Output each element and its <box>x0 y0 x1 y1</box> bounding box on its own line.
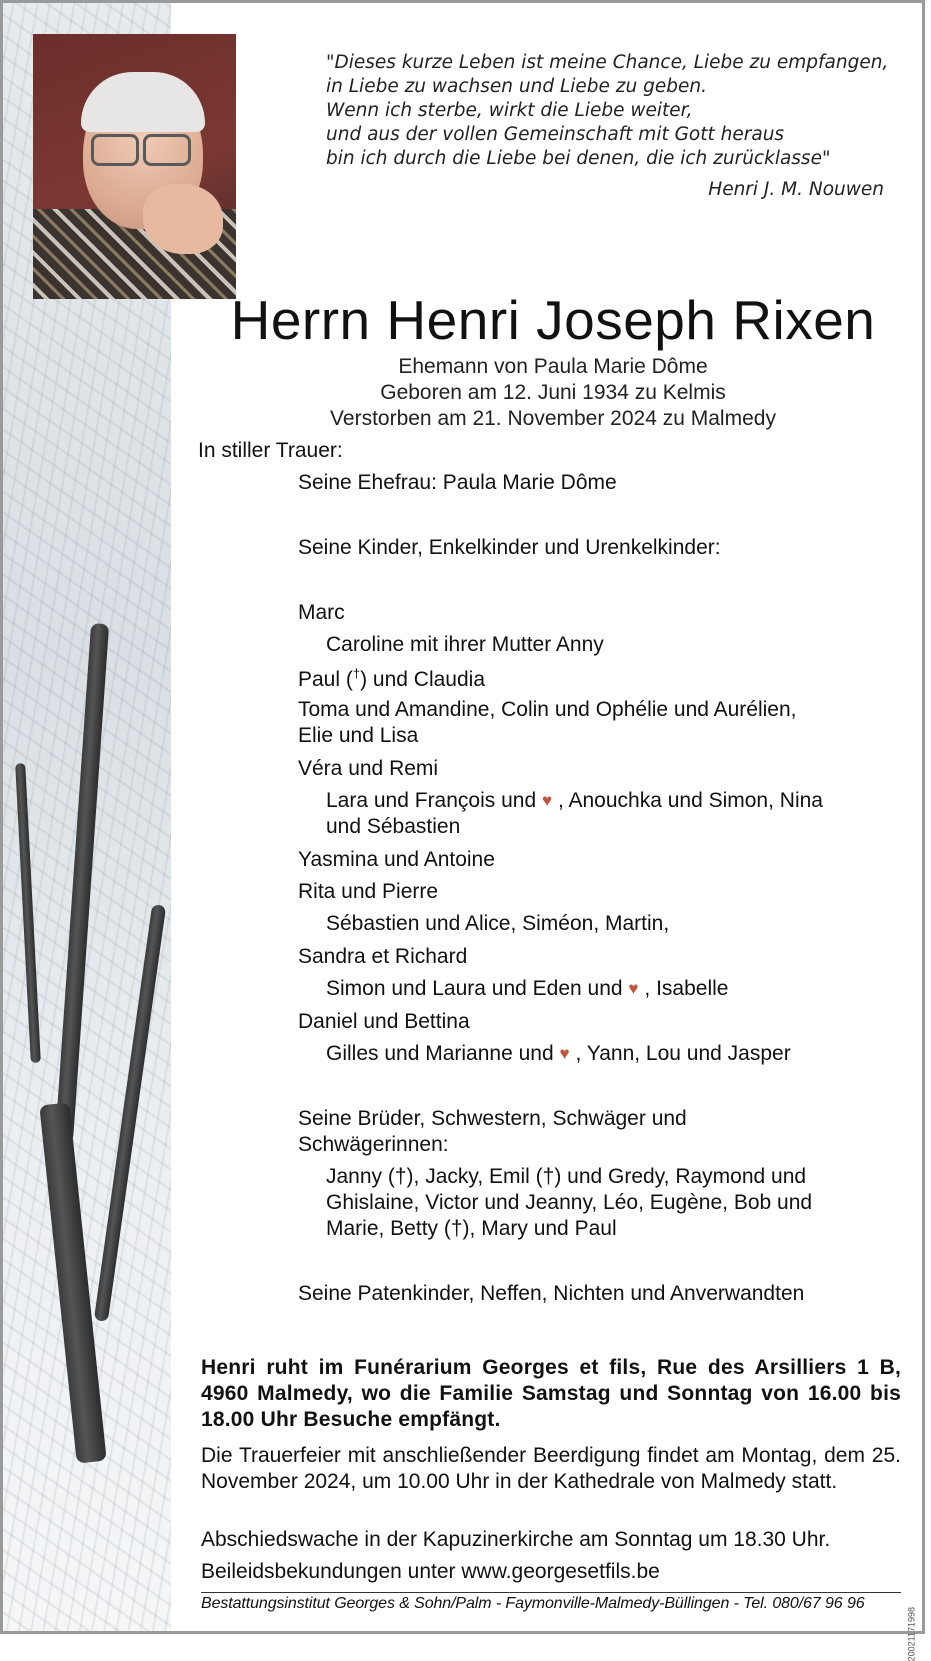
quote-line: in Liebe zu wachsen und Liebe zu geben. <box>326 76 707 97</box>
quote-author: Henri J. M. Nouwen <box>708 179 884 200</box>
text: ) und Claudia <box>360 668 486 691</box>
hand <box>143 184 223 254</box>
footer-divider <box>201 1592 901 1593</box>
tree-trunk <box>15 763 41 1063</box>
text: , Yann, Lou und Jasper <box>575 1042 791 1065</box>
glasses-right <box>143 134 191 166</box>
heart-icon: ♥ <box>559 1044 570 1063</box>
grandchild-line: Sébastien und Alice, Siméon, Martin, <box>326 912 670 935</box>
vigil-info: Abschiedswache in der Kapuzinerkirche am Sonntag um 18.30 Uhr. <box>201 1528 831 1551</box>
portrait-photo <box>33 34 236 286</box>
hair <box>81 72 205 132</box>
heart-icon: ♥ <box>628 979 639 998</box>
others-line: Seine Patenkinder, Neffen, Nichten und Anverwandten <box>298 1282 805 1305</box>
dagger: † <box>352 666 361 681</box>
child-sandra: Sandra et Richard <box>298 945 468 968</box>
quote-line: "Dieses kurze Leben ist meine Chance, Liebe zu empfangen, <box>326 52 889 73</box>
born-line: Geboren am 12. Juni 1934 zu Kelmis <box>380 381 726 404</box>
grandchild-line <box>326 789 823 813</box>
quote-line: bin ich durch die Liebe bei denen, die ich zurücklasse" <box>326 148 831 169</box>
child-vera: Véra und Remi <box>298 757 439 780</box>
siblings-heading: Seine Brüder, Schwestern, Schwäger und <box>298 1107 687 1130</box>
funeral-info: Die Trauerfeier mit anschließender Beerdigung findet am Montag, dem 25. November 2024, um 10.00 Uhr in der Kathedrale von Malmedy statt. <box>201 1444 901 1493</box>
grandchild-line <box>326 977 728 1001</box>
sibling-line: Marie, Betty (†), Mary und Paul <box>326 1217 617 1240</box>
grandchild-line: Elie und Lisa <box>298 724 419 747</box>
rest-info: Henri ruht im Funérarium Georges et fils, Rue des Arsilliers 1 B, 4960 Malmedy, wo die Familie Samstag und Sonntag von 16.00 bis 18.00 Uhr Besuche empfängt. <box>201 1356 901 1431</box>
grandchild-line: Toma und Amandine, Colin und Ophélie und Aurélien, <box>298 698 797 721</box>
child-marc: Marc <box>298 601 345 624</box>
quote-line: Wenn ich sterbe, wirkt die Liebe weiter, <box>326 100 693 121</box>
grandchild-line: und Sébastien <box>326 815 461 838</box>
heart-icon: ♥ <box>541 791 553 810</box>
died-line: Verstorben am 21. November 2024 zu Malmedy <box>330 407 776 430</box>
child-yasmina: Yasmina und Antoine <box>298 848 495 871</box>
text: Paul ( <box>298 668 353 691</box>
spouse-line: Ehemann von Paula Marie Dôme <box>398 355 708 378</box>
glasses-left <box>91 134 139 166</box>
condolence-info: Beileidsbekundungen unter www.georgesetfils.be <box>201 1560 660 1583</box>
tree-trunk <box>55 623 109 1143</box>
mourners-intro: In stiller Trauer: <box>198 439 343 462</box>
grandchild-line <box>326 1042 791 1066</box>
children-heading: Seine Kinder, Enkelkinder und Urenkelkinder: <box>298 536 721 559</box>
wife-line: Seine Ehefrau: Paula Marie Dôme <box>298 471 617 494</box>
child-rita: Rita und Pierre <box>298 880 439 903</box>
text: Simon und Laura und Eden und <box>326 977 629 1000</box>
quote-line: und aus der vollen Gemeinschaft mit Gott heraus <box>326 124 785 145</box>
text: Gilles und Marianne und <box>326 1042 560 1065</box>
sibling-line: Janny (†), Jacky, Emil (†) und Gredy, Raymond und <box>326 1165 807 1188</box>
quote <box>326 51 896 171</box>
siblings-heading: Schwägerinnen: <box>298 1133 449 1156</box>
text: , Isabelle <box>644 977 729 1000</box>
child-daniel: Daniel und Bettina <box>298 1010 470 1033</box>
sibling-line: Ghislaine, Victor und Jeanny, Léo, Eugène, Bob und <box>326 1191 813 1214</box>
text: , Anouchka und Simon, Nina <box>557 789 823 812</box>
text: Lara und François und <box>326 789 542 812</box>
tree-trunk <box>94 904 166 1322</box>
child-paul <box>298 666 485 692</box>
tree-trunk <box>39 1102 106 1463</box>
grandchild-line: Caroline mit ihrer Mutter Anny <box>326 633 604 656</box>
deceased-name: Herrn Henri Joseph Rixen <box>230 289 876 351</box>
ad-code: 20021171998 <box>906 1607 916 1661</box>
funeral-home-footer: Bestattungsinstitut Georges & Sohn/Palm - Faymonville-Malmedy-Büllingen - Tel. 080/67 96 96 <box>201 1595 865 1612</box>
